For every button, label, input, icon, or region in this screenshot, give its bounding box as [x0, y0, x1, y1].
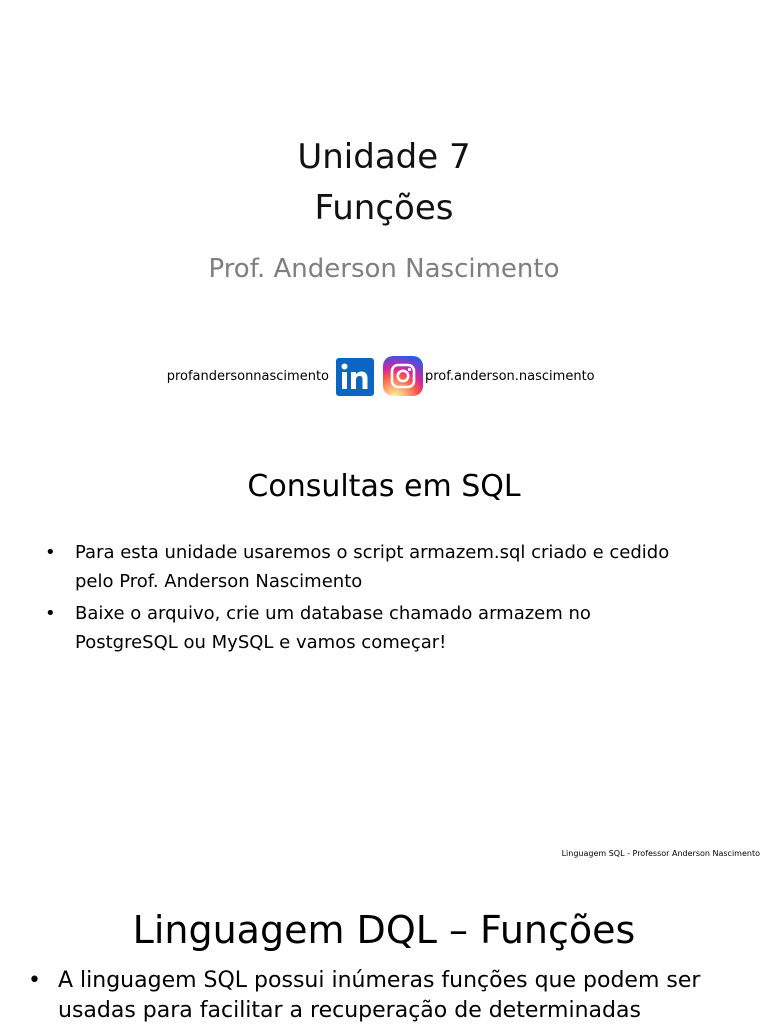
list-item — [45, 538, 735, 596]
bullet-text-line: PostgreSQL ou MySQL e vamos começar! — [75, 632, 447, 653]
list-item — [28, 966, 748, 1024]
bullet-list — [28, 966, 748, 1024]
slide-footer: Linguagem SQL - Professor Anderson Nascimento — [561, 849, 760, 858]
linkedin-icon[interactable] — [336, 358, 374, 396]
section-heading: Linguagem DQL – Funções — [132, 908, 636, 952]
bullet-text-line: A linguagem SQL possui inúmeras funções que podem ser — [58, 968, 701, 993]
slide-subtitle: Prof. Anderson Nascimento — [208, 254, 560, 284]
slide-title-line2: Funções — [314, 188, 454, 228]
instagram-handle[interactable]: prof.anderson.nascimento — [425, 369, 595, 384]
linkedin-handle[interactable]: profandersonnascimento — [166, 369, 329, 384]
bullet-text-line: Para esta unidade usaremos o script armazem.sql criado e cedido — [75, 542, 670, 563]
bullet-dot: • — [45, 603, 56, 624]
instagram-icon[interactable] — [383, 356, 423, 396]
bullet-list — [45, 538, 735, 660]
bullet-text-line: Baixe o arquivo, crie um database chamado armazem no — [75, 603, 591, 624]
bullet-dot: • — [28, 968, 41, 993]
slide-title-line1: Unidade 7 — [297, 137, 471, 177]
list-item — [45, 599, 735, 657]
bullet-text-line: pelo Prof. Anderson Nascimento — [75, 571, 363, 592]
bullet-text-line: usadas para facilitar a recuperação de determinadas — [58, 998, 641, 1023]
section-heading: Consultas em SQL — [247, 469, 521, 504]
bullet-dot: • — [45, 542, 56, 563]
social-links — [0, 356, 768, 398]
